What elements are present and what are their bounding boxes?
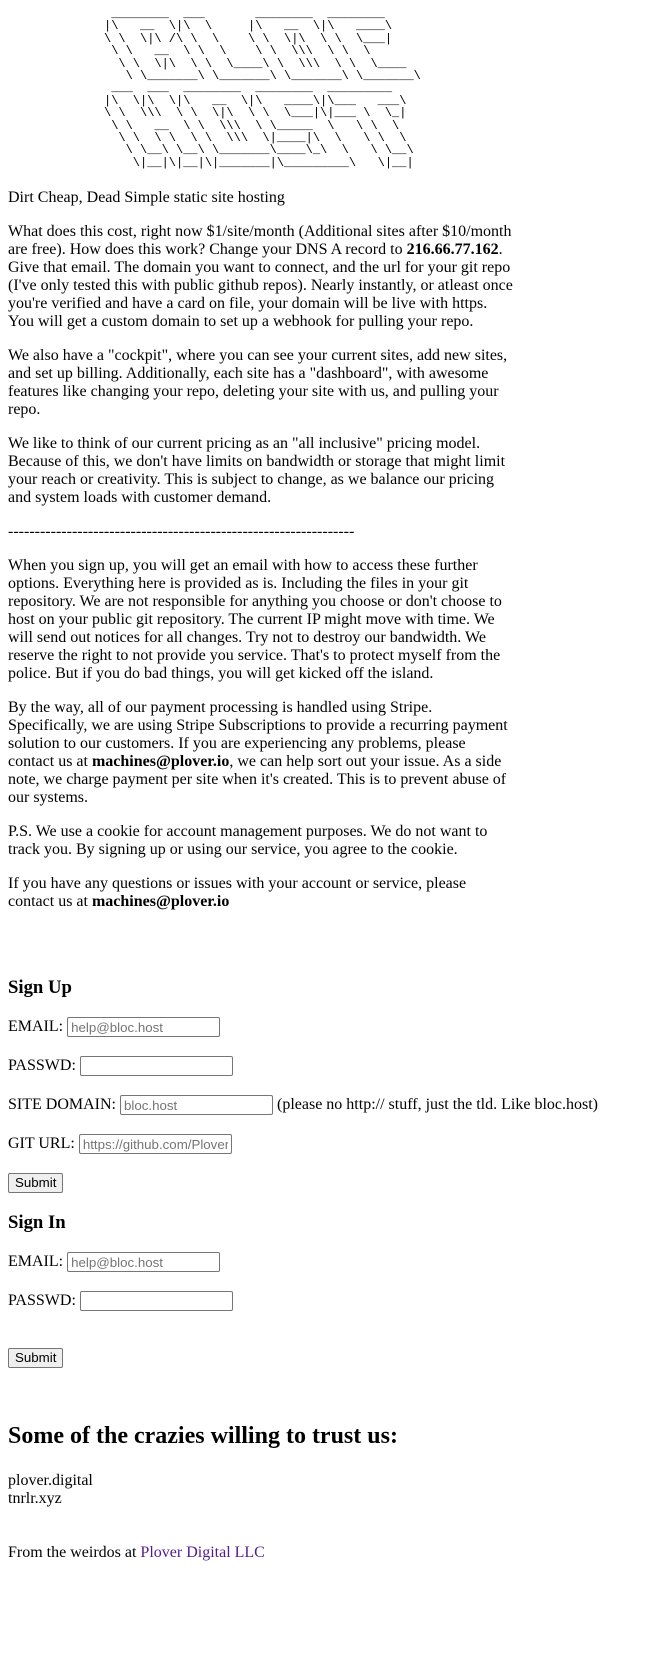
signin-email-row xyxy=(8,1252,654,1272)
signin-heading: Sign In xyxy=(8,1212,66,1234)
intro-section xyxy=(8,223,513,507)
signup-domain-input[interactable] xyxy=(120,1095,273,1115)
signin-submit-row xyxy=(8,1348,654,1368)
signup-submit-button[interactable]: Submit xyxy=(8,1173,63,1193)
stripe-text-a: By the way, all of our payment processing is handled using Stripe. Specifically, we are using Stripe Subscriptions to provide a recurring payment solution to our customers. If you are experiencing any problems, please contact us at xyxy=(8,699,508,771)
signin-submit-button[interactable]: Submit xyxy=(8,1348,63,1368)
pricing-paragraph xyxy=(8,223,513,331)
signup-git-row xyxy=(8,1134,654,1154)
signin-form xyxy=(8,1212,654,1368)
ip-address: 216.66.77.162 xyxy=(406,241,499,259)
signup-email-input[interactable] xyxy=(67,1017,220,1037)
signup-submit-row xyxy=(8,1173,654,1193)
terms-section xyxy=(8,557,513,911)
divider-line: ----------------------------------------------------------------- xyxy=(8,523,355,541)
contact-email-2: machines@plover.io xyxy=(91,893,230,911)
signin-password-label: PASSWD: xyxy=(8,1292,76,1310)
pricing-text-b: . Give that email. The domain you want to connect, and the url for your git repo (I've only tested this with public github repos). Nearly instantly, or atleast once you're verified and have a card on file, your domain will be live with https. You will get a custom domain to set up a webhook for pulling your repo. xyxy=(8,241,513,331)
customer-site-list xyxy=(8,1472,654,1508)
terms-paragraph: When you sign up, you will get an email with how to access these further options. Everything here is provided as is. Including the files in your git repository. We are not responsible for anything you choose or don't choose to host on your public git repository. The current IP might move with time. We will send out notices for all changes. Try not to destroy our bandwidth. We reserve the right to not provide you service. That's to protect myself from the police. But if you do bad things, you will get kicked off the island. xyxy=(8,557,502,683)
contact-text: If you have any questions or issues with your account or service, please contact us at xyxy=(8,875,467,911)
signup-email-label: EMAIL: xyxy=(8,1018,64,1036)
cookie-paragraph: P.S. We use a cookie for account management purposes. We do not want to track you. By signing up or using our service, you agree to the cookie. xyxy=(8,823,488,859)
signup-heading: Sign Up xyxy=(8,977,72,999)
signup-git-input[interactable] xyxy=(79,1134,232,1154)
all-inclusive-paragraph: We like to think of our current pricing as an "all inclusive" pricing model. Because of this, we don't have limits on bandwidth or storage that might limit your reach or creativity. This is subject to change, as we balance our pricing and system loads with customer demand. xyxy=(8,435,506,507)
signup-domain-label: SITE DOMAIN: xyxy=(8,1096,116,1114)
signup-password-row xyxy=(8,1056,654,1076)
signin-password-input[interactable] xyxy=(80,1291,233,1311)
contact-email: machines@plover.io xyxy=(91,753,230,771)
customer-site: tnrlr.xyz xyxy=(8,1490,62,1508)
signup-domain-hint: (please no http:// stuff, just the tld. Like bloc.host) xyxy=(277,1096,598,1114)
signin-email-label: EMAIL: xyxy=(8,1253,64,1271)
signup-password-input[interactable] xyxy=(80,1056,233,1076)
signup-form xyxy=(8,977,654,1193)
cockpit-paragraph: We also have a "cockpit", where you can see your current sites, add new sites, and set up billing. Additionally, each site has a "dashboard", with awesome features like changing your repo, deleting your site with us, and pulling your repo. xyxy=(8,347,508,419)
trust-heading: Some of the crazies willing to trust us: xyxy=(8,1423,398,1450)
signup-email-row xyxy=(8,1017,654,1037)
stripe-text-b: , we can help sort out your issue. As a side note, we charge payment per site when it's created. This is to prevent abuse of our systems. xyxy=(8,753,507,807)
signin-password-row xyxy=(8,1291,654,1311)
bloc-host-ascii-logo: ________ ___ ________ ________ |\ __ \|\ \ |\ __ \|\ ____\ \ \ \|\ /\ \ \ \ \ \|\ \ \ \___| \ \ __ \ \ \ \ \ \\\ \ \ \ \ \ \|\ \ \ \____\ \ \\\ \ \ \____ \ \_______\ \_______\ \_______\ \_______\ ___ ___ ________ ________ _________ |\ \|\ \|\ __ \|\ ____\|\___ ___\ \ \ \\\ \ \ \|\ \ \ \___|\|___ \ \_| \ \ __ \ \ \\\ \ \_____ \ \ \ \ \ \ \ \ \ \ \\\ \|____|\ \ \ \ \ \ \__\ \__\ \_______\____\_\ \ \ \__\ \|__|\|__|\|_______|\_________\ \|__| xyxy=(104,7,421,170)
signup-domain-row xyxy=(8,1095,654,1115)
tagline: Dirt Cheap, Dead Simple static site hosting xyxy=(8,189,285,207)
customer-site: plover.digital xyxy=(8,1472,93,1490)
contact-paragraph xyxy=(8,875,513,911)
signin-email-input[interactable] xyxy=(67,1252,220,1272)
signup-password-label: PASSWD: xyxy=(8,1057,76,1075)
spacer xyxy=(8,1330,654,1348)
pricing-text-a: What does this cost, right now $1/site/month (Additional sites after $10/month are free). How does this work? Change your DNS A record to xyxy=(8,223,512,259)
plover-digital-link[interactable]: Plover Digital LLC xyxy=(140,1544,265,1562)
footer-prefix: From the weirdos at xyxy=(8,1544,141,1562)
stripe-paragraph xyxy=(8,699,513,807)
footer xyxy=(8,1544,654,1562)
spacer xyxy=(8,927,654,959)
signup-git-label: GIT URL: xyxy=(8,1135,75,1153)
